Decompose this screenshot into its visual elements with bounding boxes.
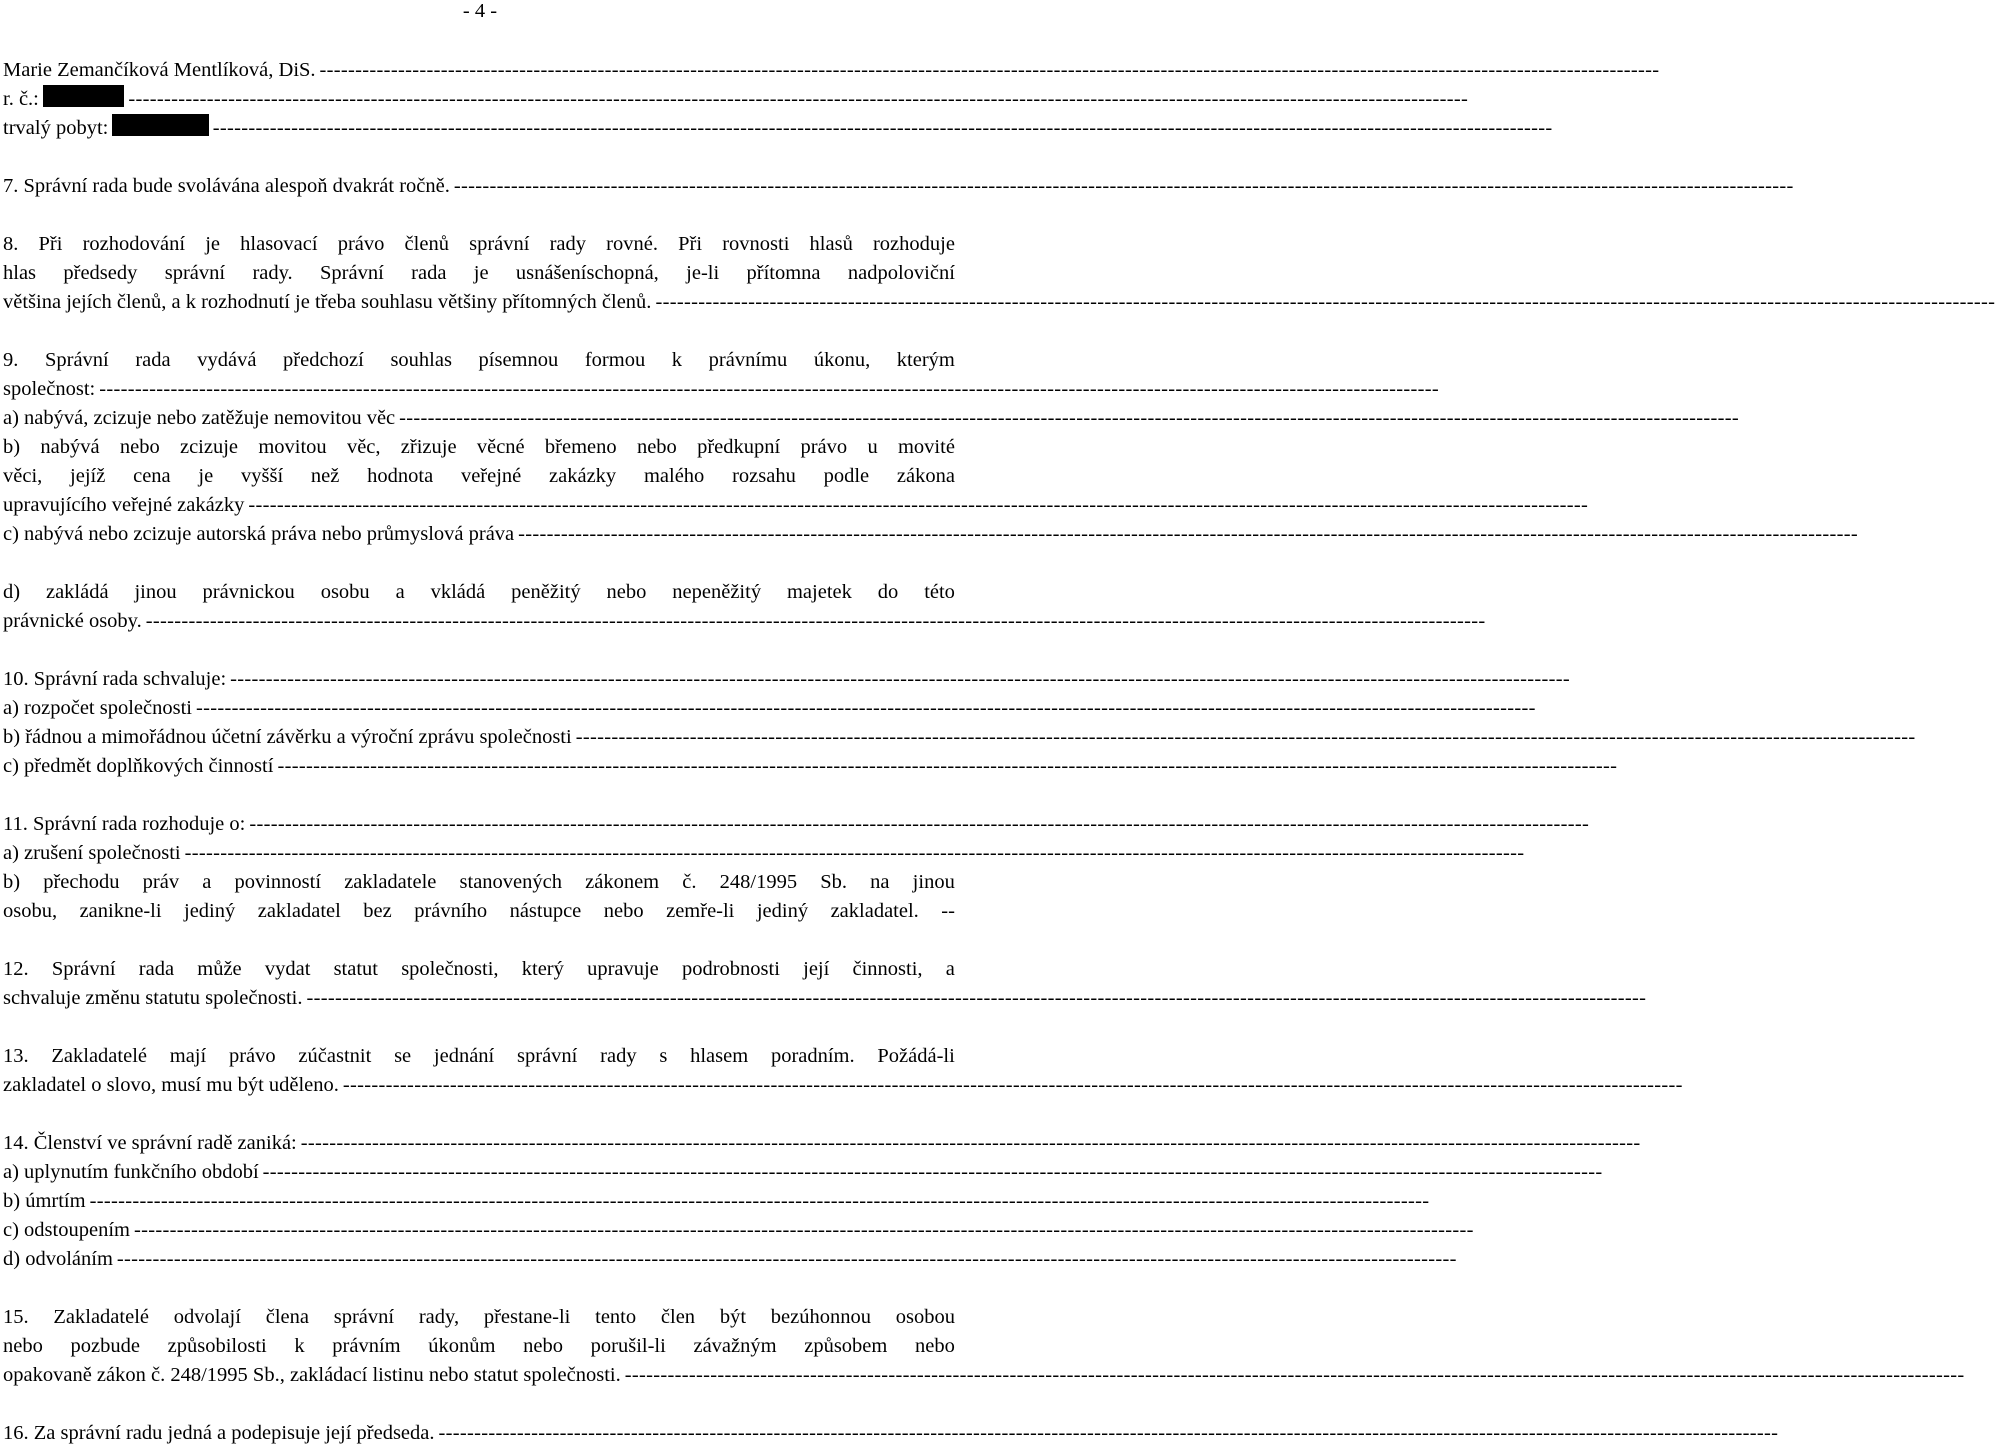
paragraph-9-item-a [3, 404, 1739, 433]
word: způsobilosti [167, 1335, 267, 1357]
paragraph-9-item-b-text-3: upravujícího veřejné zakázky [3, 494, 245, 516]
word: je [473, 262, 489, 284]
word: statut [333, 958, 378, 980]
word: pozbude [70, 1335, 140, 1357]
word: nebo [523, 1335, 563, 1357]
word: členů [404, 233, 449, 255]
paragraph-12-line-1 [3, 955, 955, 984]
word: mají [169, 1045, 207, 1067]
member-rc-line [3, 85, 1469, 114]
redacted-rc [43, 85, 124, 107]
word: hlasovací [240, 233, 318, 255]
word: -- [941, 900, 955, 922]
word: právo [228, 1045, 276, 1067]
dash-filler: -------------------------------------------------------------------------------------------------------------------------------------------------------------------------------------------- [438, 1422, 1779, 1444]
word: zákonem [585, 871, 660, 893]
word: osobu, [3, 900, 58, 922]
word: Požádá-li [877, 1045, 955, 1067]
word: podrobnosti [681, 958, 780, 980]
paragraph-9-item-b-line-3 [3, 491, 1589, 520]
word: zakládá [45, 581, 109, 603]
word: zúčastnit [298, 1045, 372, 1067]
dash-filler: -------------------------------------------------------------------------------------------------------------------------------------------------------------------------------------------- [230, 668, 1570, 690]
word: je-li [686, 262, 720, 284]
word: bez [363, 900, 392, 922]
word: rady [549, 233, 587, 255]
word: k [294, 1335, 305, 1357]
paragraph-13-text-2: zakladatel o slovo, musí mu být uděleno. [3, 1074, 339, 1096]
word: člena [265, 1306, 309, 1328]
paragraph-9-item-d-line-2 [3, 607, 1486, 636]
word: majetek [786, 581, 852, 603]
paragraph-14-item-a [3, 1158, 1603, 1187]
word: povinností [234, 871, 322, 893]
word: nebo [636, 436, 677, 458]
word: malého [643, 465, 705, 487]
word: Při [678, 233, 703, 255]
paragraph-15-line-1 [3, 1303, 955, 1332]
dash-filler: -------------------------------------------------------------------------------------------------------------------------------------------------------------------------------------------- [655, 291, 1995, 313]
word: jediný [756, 900, 809, 922]
word: a [395, 581, 405, 603]
paragraph-9-item-d-text-2: právnické osoby. [3, 610, 142, 632]
dash-filler: -------------------------------------------------------------------------------------------------------------------------------------------------------------------------------------------- [116, 1248, 1457, 1270]
word: na [870, 871, 890, 893]
redacted-address [112, 114, 208, 136]
word: rady [600, 1045, 637, 1067]
word: cena [133, 465, 171, 487]
word: vydat [264, 958, 311, 980]
dash-filler: -------------------------------------------------------------------------------------------------------------------------------------------------------------------------------------------- [319, 59, 1660, 81]
word: právnímu [708, 349, 788, 371]
paragraph-15-line-2 [3, 1332, 955, 1361]
word: 13. [3, 1045, 29, 1067]
paragraph-14-text: 14. Členství ve správní radě zaniká: [3, 1132, 297, 1154]
paragraph-13-line-2 [3, 1071, 1683, 1100]
word: nebo [119, 436, 160, 458]
word: zakladatel. [830, 900, 919, 922]
word: poradním. [770, 1045, 855, 1067]
word: způsobem [804, 1335, 888, 1357]
paragraph-9-item-b-line-1 [3, 433, 955, 462]
word: přechodu [43, 871, 120, 893]
word: rozhoduje [872, 233, 955, 255]
word: 8. [3, 233, 19, 255]
dash-filler: -------------------------------------------------------------------------------------------------------------------------------------------------------------------------------------------- [518, 523, 1858, 545]
word: vydává [197, 349, 257, 371]
paragraph-11-item-b-line-1 [3, 868, 955, 897]
word: hlasů [809, 233, 853, 255]
dash-filler: -------------------------------------------------------------------------------------------------------------------------------------------------------------------------------------------- [212, 117, 1553, 139]
word: porušil-li [590, 1335, 666, 1357]
word: může [197, 958, 242, 980]
word: zemře-li [666, 900, 735, 922]
word: kterým [896, 349, 955, 371]
paragraph-10-item-a-text: a) rozpočet společnosti [3, 697, 192, 719]
word: rada [411, 262, 447, 284]
document-body [3, 56, 1995, 1448]
dash-filler: -------------------------------------------------------------------------------------------------------------------------------------------------------------------------------------------- [248, 494, 1589, 516]
word: hodnota [367, 465, 434, 487]
word: upravuje [587, 958, 659, 980]
paragraph-10-item-b-text: b) řádnou a mimořádnou účetní závěrku a výroční zprávu společnosti [3, 726, 572, 748]
word: 248/1995 [719, 871, 798, 893]
member-name: Marie Zemančíková Mentlíková, DiS. [3, 59, 316, 81]
word: správní [517, 1045, 578, 1067]
member-name-line [3, 56, 1660, 85]
word: předkupní [697, 436, 781, 458]
paragraph-13-line-1 [3, 1042, 955, 1071]
word: do [877, 581, 899, 603]
word: společnosti, [401, 958, 499, 980]
dash-filler: -------------------------------------------------------------------------------------------------------------------------------------------------------------------------------------------- [306, 987, 1647, 1009]
dash-filler: -------------------------------------------------------------------------------------------------------------------------------------------------------------------------------------------- [195, 697, 1536, 719]
paragraph-14-item-b [3, 1187, 1430, 1216]
word: správní [333, 1306, 395, 1328]
word: osobou [895, 1306, 955, 1328]
member-address-line [3, 114, 1553, 143]
word: podle [823, 465, 870, 487]
word: zakázky [549, 465, 617, 487]
word: hlas [3, 262, 37, 284]
word: závažným [693, 1335, 777, 1357]
word: b) [3, 436, 21, 458]
word: je [205, 233, 221, 255]
word: který [521, 958, 564, 980]
word: věcné [476, 436, 525, 458]
word: bezúhonnou [770, 1306, 871, 1328]
word: předchozí [283, 349, 364, 371]
word: souhlas [390, 349, 452, 371]
word: s [659, 1045, 668, 1067]
dash-filler: -------------------------------------------------------------------------------------------------------------------------------------------------------------------------------------------- [262, 1161, 1603, 1183]
dash-filler: -------------------------------------------------------------------------------------------------------------------------------------------------------------------------------------------- [624, 1364, 1965, 1386]
word: rozsahu [732, 465, 796, 487]
word: usnášeníschopná, [515, 262, 659, 284]
dash-filler: -------------------------------------------------------------------------------------------------------------------------------------------------------------------------------------------- [184, 842, 1525, 864]
word: práv [142, 871, 180, 893]
word: č. [682, 871, 697, 893]
word: Správní [320, 262, 384, 284]
word: b) [3, 871, 21, 893]
word: úkonům [428, 1335, 496, 1357]
dash-filler: -------------------------------------------------------------------------------------------------------------------------------------------------------------------------------------------- [453, 175, 1794, 197]
dash-filler: -------------------------------------------------------------------------------------------------------------------------------------------------------------------------------------------- [145, 610, 1486, 632]
word: nebo [3, 1335, 43, 1357]
word: rada [138, 958, 175, 980]
word: zanikne-li [79, 900, 162, 922]
address-label: trvalý pobyt: [3, 117, 109, 139]
word: úkonu, [813, 349, 871, 371]
word: jednání [433, 1045, 495, 1067]
word: rozhodování [82, 233, 186, 255]
word: věci, [3, 465, 43, 487]
word: u [867, 436, 878, 458]
paragraph-9-item-d-line-1 [3, 578, 955, 607]
word: břemeno [544, 436, 617, 458]
word: 12. [3, 958, 29, 980]
word: přestane-li [483, 1306, 571, 1328]
word: rady. [252, 262, 293, 284]
paragraph-10-item-c-text: c) předmět doplňkových činností [3, 755, 274, 777]
dash-filler: -------------------------------------------------------------------------------------------------------------------------------------------------------------------------------------------- [342, 1074, 1683, 1096]
word: nebo [915, 1335, 955, 1357]
paragraph-16 [3, 1419, 1779, 1448]
paragraph-9-text-2: společnost: [3, 378, 96, 400]
paragraph-14-item-c-text: c) odstoupením [3, 1219, 130, 1241]
word: je [198, 465, 214, 487]
paragraph-11-text: 11. Správní rada rozhoduje o: [3, 813, 246, 835]
paragraph-12-line-2 [3, 984, 1647, 1013]
word: movité [897, 436, 955, 458]
paragraph-11 [3, 810, 1590, 839]
word: 15. [3, 1306, 29, 1328]
word: 9. [3, 349, 19, 371]
paragraph-8-text-3: většina jejích členů, a k rozhodnutí je třeba souhlasu většiny přítomných členů. [3, 291, 652, 313]
word: nebo [603, 900, 644, 922]
dash-filler: -------------------------------------------------------------------------------------------------------------------------------------------------------------------------------------------- [249, 813, 1590, 835]
word: a [202, 871, 212, 893]
paragraph-10-item-b [3, 723, 1916, 752]
word: právnickou [202, 581, 295, 603]
word: jinou [912, 871, 955, 893]
word: se [394, 1045, 412, 1067]
paragraph-9-line-1 [3, 346, 955, 375]
paragraph-14-item-c [3, 1216, 1474, 1245]
paragraph-15-text-3: opakovaně zákon č. 248/1995 Sb., zakládací listinu nebo statut společnosti. [3, 1364, 621, 1386]
paragraph-14-item-a-text: a) uplynutím funkčního období [3, 1161, 259, 1183]
word: odvolají [173, 1306, 241, 1328]
paragraph-10 [3, 665, 1570, 694]
paragraph-9-item-c-text: c) nabývá nebo zcizuje autorská práva nebo průmyslová práva [3, 523, 515, 545]
word: nadpoloviční [847, 262, 955, 284]
word: rovné. [606, 233, 658, 255]
word: d) [3, 581, 21, 603]
word: nepeněžitý [672, 581, 762, 603]
word: než [310, 465, 340, 487]
word: Při [38, 233, 63, 255]
paragraph-9-item-c [3, 520, 1858, 549]
word: vyšší [240, 465, 284, 487]
word: rada [135, 349, 171, 371]
word: osobu [320, 581, 370, 603]
dash-filler: -------------------------------------------------------------------------------------------------------------------------------------------------------------------------------------------- [99, 378, 1440, 400]
paragraph-15-line-3 [3, 1361, 1965, 1390]
paragraph-10-text: 10. Správní rada schvaluje: [3, 668, 227, 690]
paragraph-9-line-2 [3, 375, 1440, 404]
word: veřejné [460, 465, 522, 487]
word: peněžitý [511, 581, 581, 603]
dash-filler: -------------------------------------------------------------------------------------------------------------------------------------------------------------------------------------------- [133, 1219, 1474, 1241]
word: právo [800, 436, 848, 458]
word: jediný [184, 900, 236, 922]
word: nabývá [40, 436, 100, 458]
paragraph-14-item-b-text: b) úmrtím [3, 1190, 86, 1212]
word: zřizuje [400, 436, 457, 458]
word: zakladatel [257, 900, 341, 922]
paragraph-10-item-a [3, 694, 1536, 723]
word: formou [584, 349, 646, 371]
paragraph-7-text: 7. Správní rada bude svolávána alespoň dvakrát ročně. [3, 175, 450, 197]
word: písemnou [478, 349, 559, 371]
word: vkládá [430, 581, 486, 603]
dash-filler: -------------------------------------------------------------------------------------------------------------------------------------------------------------------------------------------- [300, 1132, 1641, 1154]
dash-filler: -------------------------------------------------------------------------------------------------------------------------------------------------------------------------------------------- [89, 1190, 1430, 1212]
word: jejíž [70, 465, 106, 487]
word: k [671, 349, 683, 371]
word: movitou [258, 436, 327, 458]
paragraph-12-text-2: schvaluje změnu statutu společnosti. [3, 987, 303, 1009]
paragraph-8-line-2 [3, 259, 955, 288]
word: zákona [896, 465, 955, 487]
paragraph-14-item-d [3, 1245, 1457, 1274]
dash-filler: -------------------------------------------------------------------------------------------------------------------------------------------------------------------------------------------- [277, 755, 1618, 777]
word: Sb. [820, 871, 848, 893]
word: člen [660, 1306, 696, 1328]
paragraph-8-line-3 [3, 288, 1995, 317]
paragraph-9-item-b-line-2 [3, 462, 955, 491]
word: právního [414, 900, 488, 922]
word: stanovených [459, 871, 562, 893]
word: nebo [606, 581, 647, 603]
dash-filler: -------------------------------------------------------------------------------------------------------------------------------------------------------------------------------------------- [399, 407, 1739, 429]
word: její [803, 958, 830, 980]
word: činnosti, [852, 958, 923, 980]
word: rovnosti [722, 233, 790, 255]
word: rady, [418, 1306, 460, 1328]
paragraph-14-item-d-text: d) odvoláním [3, 1248, 113, 1270]
word: předsedy [63, 262, 138, 284]
word: přítomna [746, 262, 821, 284]
word: právo [337, 233, 385, 255]
word: být [719, 1306, 747, 1328]
paragraph-10-item-c [3, 752, 1618, 781]
word: Správní [44, 349, 109, 371]
dash-filler: -------------------------------------------------------------------------------------------------------------------------------------------------------------------------------------------- [575, 726, 1916, 748]
word: hlasem [690, 1045, 749, 1067]
word: Zakladatelé [53, 1306, 149, 1328]
rc-label: r. č.: [3, 88, 39, 110]
paragraph-11-item-a [3, 839, 1525, 868]
word: věc, [346, 436, 381, 458]
paragraph-11-item-a-text: a) zrušení společnosti [3, 842, 181, 864]
paragraph-16-text: 16. Za správní radu jedná a podepisuje její předseda. [3, 1422, 435, 1444]
word: nástupce [509, 900, 582, 922]
word: Správní [51, 958, 116, 980]
word: správní [164, 262, 226, 284]
paragraph-14 [3, 1129, 1641, 1158]
word: správní [469, 233, 530, 255]
word: právním [332, 1335, 401, 1357]
word: této [924, 581, 955, 603]
word: Zakladatelé [51, 1045, 147, 1067]
word: zakladatele [344, 871, 437, 893]
paragraph-8-line-1 [3, 230, 955, 259]
word: tento [595, 1306, 637, 1328]
paragraph-9-item-a-text: a) nabývá, zcizuje nebo zatěžuje nemovitou věc [3, 407, 396, 429]
page-number: - 4 - [462, 0, 498, 22]
paragraph-7 [3, 172, 1794, 201]
word: zcizuje [179, 436, 239, 458]
paragraph-11-item-b-line-2 [3, 897, 955, 926]
dash-filler: -------------------------------------------------------------------------------------------------------------------------------------------------------------------------------------------- [128, 88, 1469, 110]
word: a [945, 958, 955, 980]
word: jinou [134, 581, 177, 603]
